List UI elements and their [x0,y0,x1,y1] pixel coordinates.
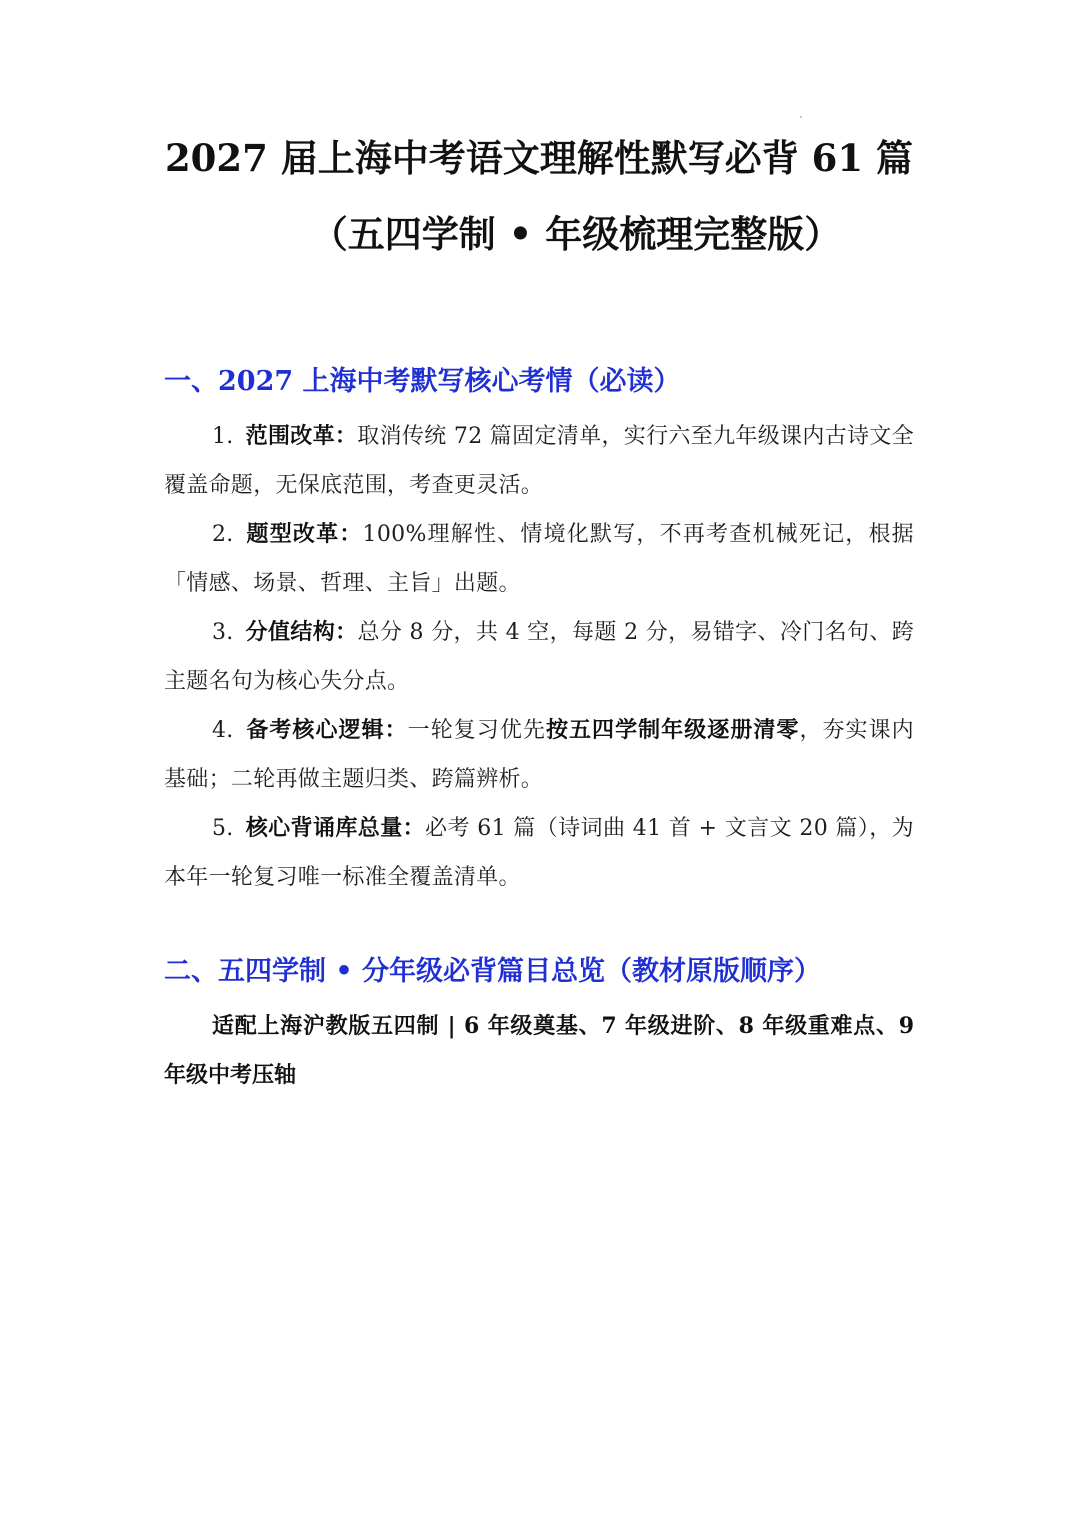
item-text: 必考 61 篇（诗词曲 41 首 + 文言文 20 篇），为本年一轮复习唯一标准全覆盖清单。 [164,816,914,890]
section-heading-exam-overview: 一、2027 上海中考默写核心考情（必读） [164,366,681,397]
list-item-5 [164,804,914,902]
item-key: 核心背诵库总量： [245,815,426,841]
document-title: 2027 届上海中考语文理解性默写必背 61 篇 [164,136,914,180]
item-key: 范围改革： [245,423,358,449]
item-key: 分值结构： [245,619,358,645]
item-key: 题型改革： [245,521,363,547]
item-text: 取消传统 72 篇固定清单，实行六至九年级课内古诗文全覆盖命题，无保底范围，考查更灵活。 [164,424,914,498]
list-item-3 [164,608,914,706]
item-text: 一轮复习优先 [407,718,546,743]
item-highlight: 按五四学制年级逐册清零 [545,717,800,743]
item-number: 5. [212,816,234,841]
item-tail: ，夯实课内基础；二轮再做主题归类、跨篇辨析。 [164,718,914,792]
exam-overview-list [164,412,914,902]
list-item-1 [164,412,914,510]
item-number: 3. [212,620,234,645]
item-number: 2. [212,522,234,547]
item-key: 备考核心逻辑： [245,717,408,743]
grade-overview-note: 适配上海沪教版五四制 | 6 年级奠基、7 年级进阶、8 年级重难点、9 年级中考压轴 [164,1013,914,1088]
list-item-4 [164,706,914,804]
item-text: 100%理解性、情境化默写，不再考查机械死记，根据「情感、场景、哲理、主旨」出题。 [164,522,914,596]
document-subtitle: （五四学制 • 年级梳理完整版） [310,212,842,256]
item-number: 1. [212,424,234,449]
item-text: 总分 8 分，共 4 空，每题 2 分，易错字、冷门名句、跨主题名句为核心失分点。 [164,620,914,694]
list-item-2 [164,510,914,608]
scan-speck [800,116,802,118]
section-heading-grade-overview: 二、五四学制 • 分年级必背篇目总览（教材原版顺序） [164,956,822,987]
item-number: 4. [212,718,234,743]
